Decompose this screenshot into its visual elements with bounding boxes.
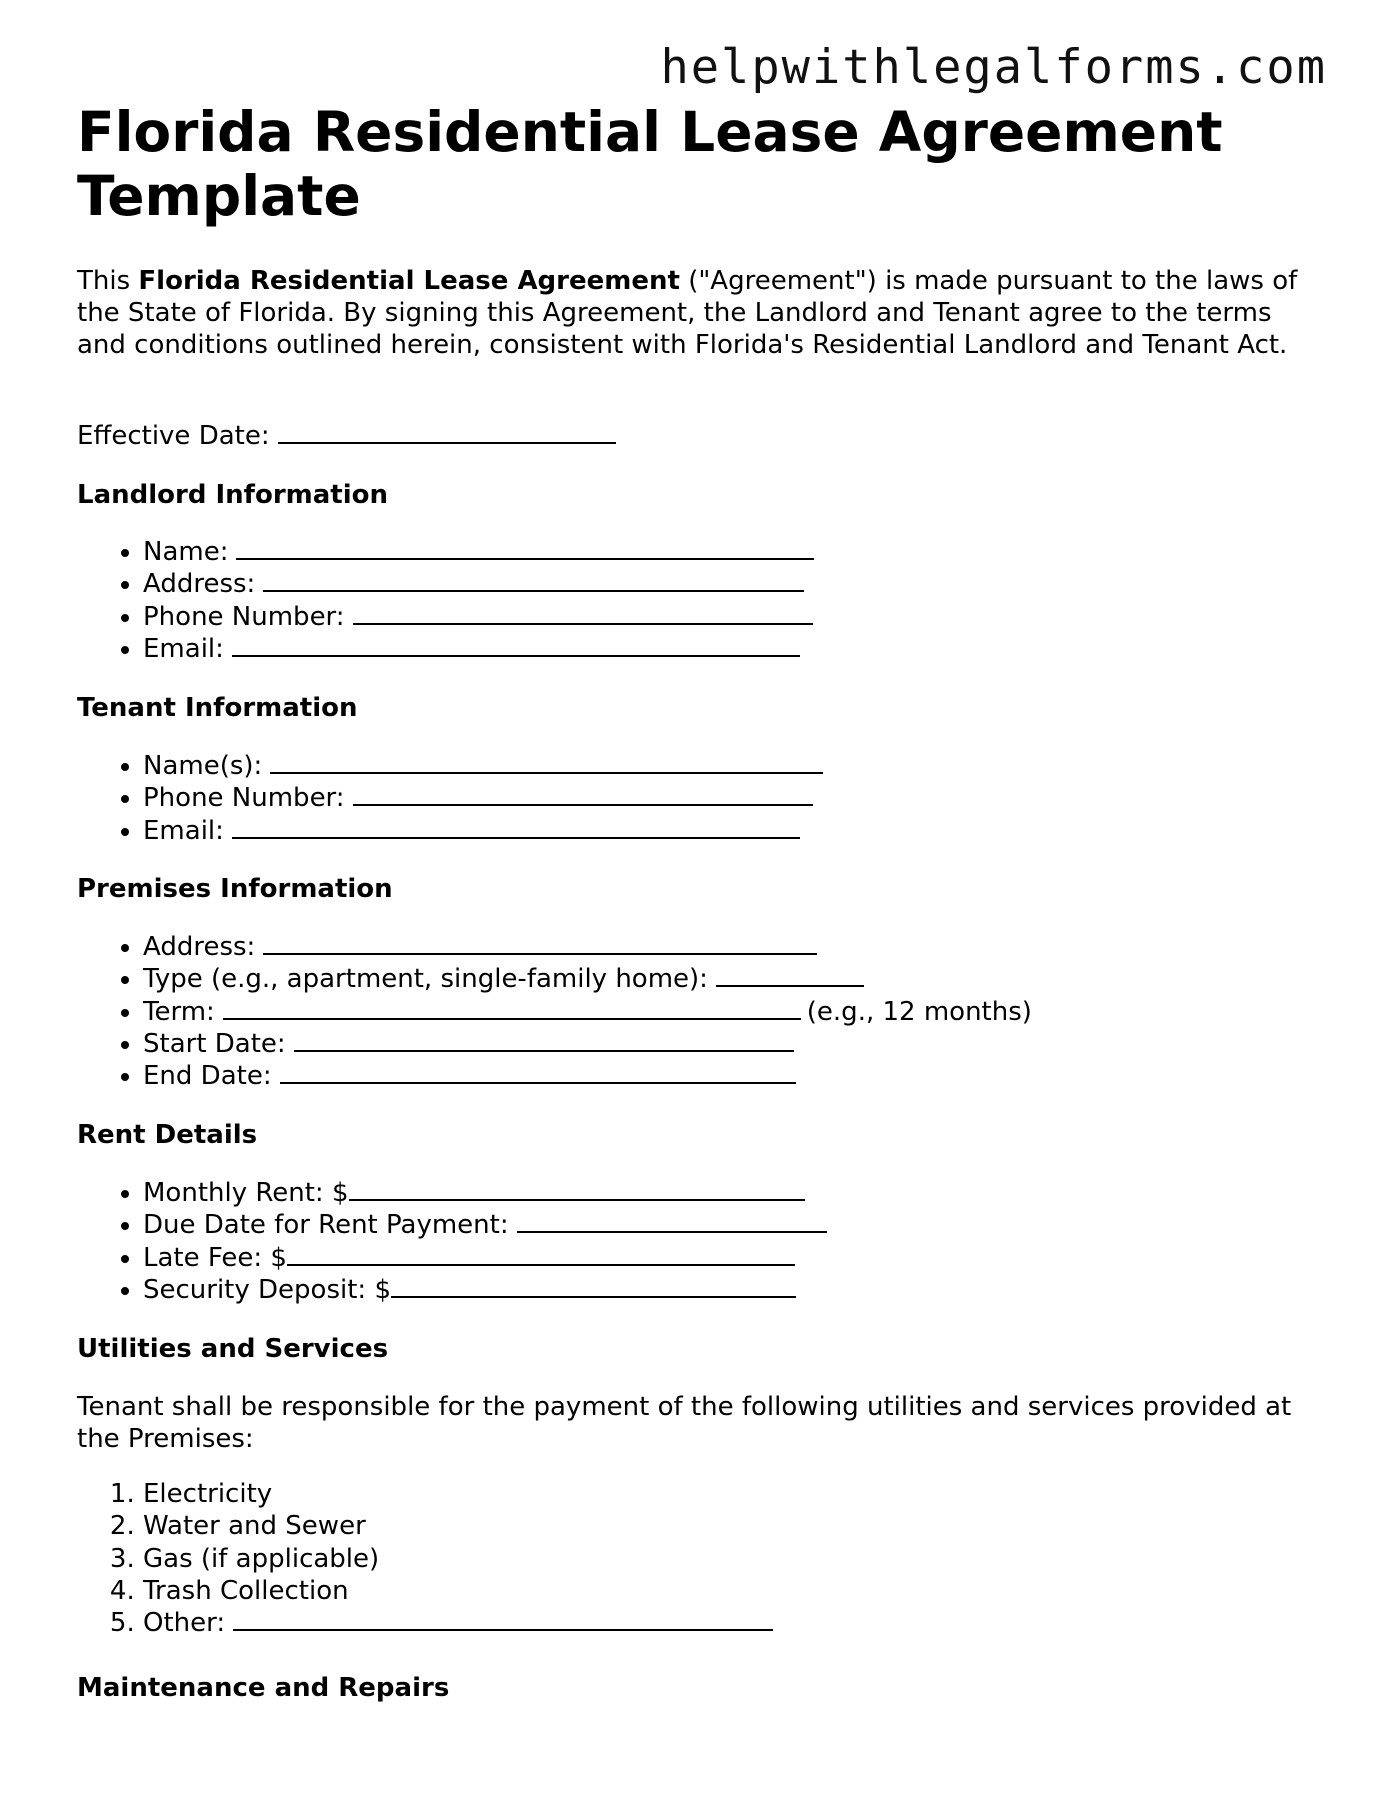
field-label: Email: xyxy=(143,815,224,846)
field-label: Security Deposit: $ xyxy=(143,1274,391,1305)
field-label: Phone Number: xyxy=(143,601,345,632)
security-deposit-blank[interactable] xyxy=(391,1274,796,1298)
effective-date-line xyxy=(77,420,616,452)
list-item xyxy=(143,601,814,633)
utility-label: Gas (if applicable) xyxy=(143,1543,380,1574)
tenant-field-list xyxy=(77,750,823,847)
field-label: Address: xyxy=(143,569,256,600)
intro-lead: This xyxy=(77,266,139,296)
premises-address-blank[interactable] xyxy=(263,931,817,955)
list-item xyxy=(143,996,1032,1028)
list-item xyxy=(143,568,814,600)
intro-bold: Florida Residential Lease Agreement xyxy=(138,266,680,296)
rent-heading: Rent Details xyxy=(77,1120,258,1150)
field-label: Type (e.g., apartment, single-family home): xyxy=(143,964,708,995)
tenant-heading: Tenant Information xyxy=(77,693,358,723)
term-note: (e.g., 12 months) xyxy=(806,996,1032,1027)
landlord-name-blank[interactable] xyxy=(236,536,814,560)
field-label: Name: xyxy=(143,537,229,567)
rent-field-list xyxy=(77,1177,827,1306)
landlord-field-list xyxy=(77,536,814,665)
landlord-phone-blank[interactable] xyxy=(353,601,813,625)
field-label: Address: xyxy=(143,932,256,962)
maintenance-heading: Maintenance and Repairs xyxy=(77,1673,450,1703)
list-item xyxy=(143,1575,773,1607)
late-fee-blank[interactable] xyxy=(287,1242,795,1266)
landlord-heading: Landlord Information xyxy=(77,480,389,510)
landlord-address-blank[interactable] xyxy=(263,568,804,592)
list-item xyxy=(143,1478,773,1510)
utility-label: Water and Sewer xyxy=(143,1511,366,1542)
field-label: Term: xyxy=(143,996,215,1027)
utilities-paragraph: Tenant shall be responsible for the payment of the following utilities and services provided at the Premises: xyxy=(77,1392,1292,1454)
monthly-rent-blank[interactable] xyxy=(349,1177,805,1201)
intro-rest: ("Agreement") is made pursuant to the laws of the State of Florida. By signing this Agreement, the Landlord and Tenant agree to the terms and conditions outlined herein, consistent with Florida's Residential Landlord and Tenant Act. xyxy=(77,266,1298,360)
effective-date-label: Effective Date: xyxy=(77,421,270,451)
field-label: Start Date: xyxy=(143,1028,286,1059)
premises-type-blank[interactable] xyxy=(716,963,864,987)
rent-due-date-blank[interactable] xyxy=(517,1209,827,1233)
list-item xyxy=(143,1060,1032,1092)
list-item xyxy=(143,750,823,782)
field-label: Due Date for Rent Payment: xyxy=(143,1210,509,1241)
utility-label: Electricity xyxy=(143,1479,273,1509)
field-label: Late Fee: $ xyxy=(143,1242,287,1273)
utility-label: Trash Collection xyxy=(143,1575,349,1606)
list-item xyxy=(143,782,823,814)
watermark: helpwithlegalforms.com xyxy=(660,40,1327,95)
list-item xyxy=(143,633,814,665)
utility-other-blank[interactable] xyxy=(233,1607,773,1631)
premises-end-date-blank[interactable] xyxy=(280,1060,796,1084)
effective-date-blank[interactable] xyxy=(278,420,616,444)
premises-term-blank[interactable] xyxy=(223,996,801,1020)
premises-field-list xyxy=(77,931,1032,1092)
tenant-email-blank[interactable] xyxy=(232,815,800,839)
list-item xyxy=(143,1242,827,1274)
list-item xyxy=(143,1607,773,1639)
page-title: Florida Residential Lease Agreement Template xyxy=(77,100,1223,228)
list-item xyxy=(143,963,1032,995)
field-label: Monthly Rent: $ xyxy=(143,1178,349,1208)
field-label: Phone Number: xyxy=(143,783,345,814)
field-label: Name(s): xyxy=(143,751,263,781)
tenant-names-blank[interactable] xyxy=(270,750,823,774)
field-label: End Date: xyxy=(143,1061,272,1092)
list-item xyxy=(143,1028,1032,1060)
premises-start-date-blank[interactable] xyxy=(294,1028,794,1052)
list-item xyxy=(143,1177,827,1209)
utility-label: Other: xyxy=(143,1608,226,1639)
utilities-heading: Utilities and Services xyxy=(77,1334,389,1364)
list-item xyxy=(143,815,823,847)
landlord-email-blank[interactable] xyxy=(232,633,800,657)
premises-heading: Premises Information xyxy=(77,874,393,904)
list-item xyxy=(143,931,1032,963)
list-item xyxy=(143,1209,827,1241)
field-label: Email: xyxy=(143,633,224,664)
list-item xyxy=(143,1510,773,1542)
intro-paragraph xyxy=(77,265,1327,361)
tenant-phone-blank[interactable] xyxy=(353,782,813,806)
list-item xyxy=(143,1274,827,1306)
list-item xyxy=(143,1543,773,1575)
list-item xyxy=(143,536,814,568)
utilities-list xyxy=(77,1478,773,1639)
